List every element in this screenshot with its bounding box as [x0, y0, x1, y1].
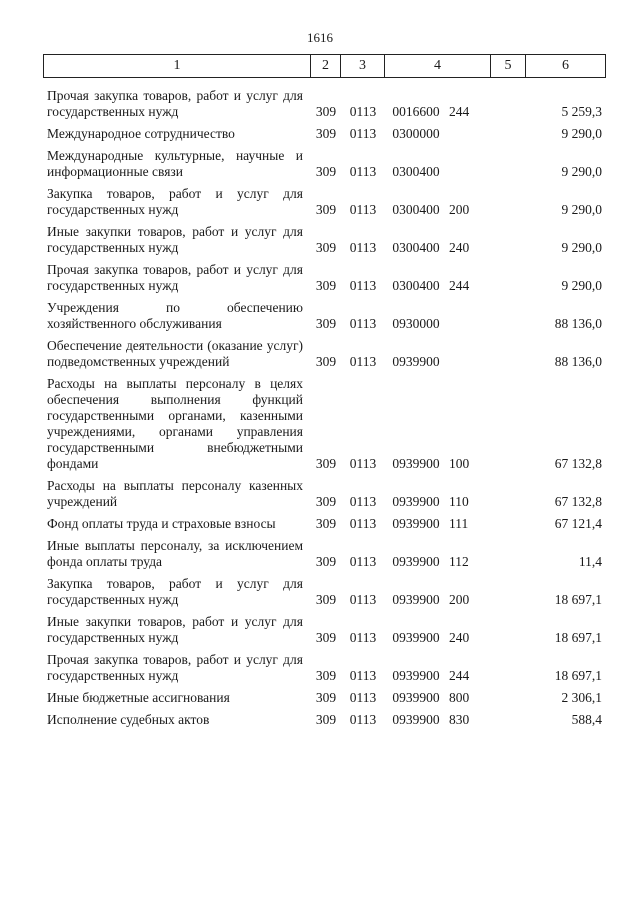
row-section-code: 0113 [349, 494, 377, 509]
row-ministry-code: 309 [315, 316, 337, 331]
row-section-code: 0113 [349, 278, 377, 293]
row-target-article: 0939900 [392, 592, 440, 607]
row-section-code: 0113 [349, 690, 377, 705]
table-row [47, 148, 602, 180]
row-expense-type: 830 [449, 712, 470, 727]
row-target-article: 0939900 [392, 456, 440, 471]
row-target-article: 0939900 [392, 516, 440, 531]
row-expense-type: 200 [449, 592, 470, 607]
header-col-4: 4 [384, 55, 490, 77]
row-expense-type: 110 [449, 494, 469, 509]
table-row [47, 300, 602, 332]
row-amount: 9 290,0 [561, 202, 602, 217]
row-section-code: 0113 [349, 712, 377, 727]
table-row [47, 576, 602, 608]
row-section-code: 0113 [349, 354, 377, 369]
table-row [47, 262, 602, 294]
row-amount: 2 306,1 [561, 690, 602, 705]
table-row [47, 614, 602, 646]
row-target-article: 0300400 [392, 202, 440, 217]
row-target-article: 0300400 [392, 164, 440, 179]
row-target-article: 0939900 [392, 494, 440, 509]
row-description: Иные закупки товаров, работ и услуг для государственных нужд [47, 614, 303, 645]
row-ministry-code: 309 [315, 690, 337, 705]
row-description: Учреждения по обеспечению хозяйственного обслуживания [47, 300, 303, 331]
row-target-article: 0939900 [392, 690, 440, 705]
row-ministry-code: 309 [315, 202, 337, 217]
table-row [47, 88, 602, 120]
header-col-3: 3 [340, 55, 384, 77]
row-ministry-code: 309 [315, 668, 337, 683]
row-amount: 9 290,0 [561, 240, 602, 255]
row-amount: 67 132,8 [554, 494, 602, 509]
row-description: Исполнение судебных актов [47, 712, 210, 727]
row-section-code: 0113 [349, 516, 377, 531]
row-amount: 67 121,4 [554, 516, 602, 531]
row-expense-type: 100 [449, 456, 470, 471]
row-section-code: 0113 [349, 630, 377, 645]
row-target-article: 0939900 [392, 354, 440, 369]
row-description: Фонд оплаты труда и страховые взносы [47, 516, 276, 531]
row-target-article: 0300400 [392, 240, 440, 255]
row-amount: 9 290,0 [561, 278, 602, 293]
row-section-code: 0113 [349, 202, 377, 217]
table-row [47, 478, 602, 510]
row-section-code: 0113 [349, 668, 377, 683]
row-description: Иные выплаты персоналу, за исключением фонда оплаты труда [47, 538, 303, 569]
row-expense-type: 244 [449, 278, 470, 293]
row-amount: 18 697,1 [554, 592, 602, 607]
budget-table-body [47, 88, 602, 734]
row-description: Прочая закупка товаров, работ и услуг для государственных нужд [47, 652, 303, 683]
row-ministry-code: 309 [315, 240, 337, 255]
table-row [47, 338, 602, 370]
row-section-code: 0113 [349, 456, 377, 471]
row-description: Обеспечение деятельности (оказание услуг) подведомственных учреждений [47, 338, 303, 369]
row-expense-type: 240 [449, 240, 470, 255]
row-expense-type: 111 [449, 516, 469, 531]
table-row [47, 690, 602, 706]
header-col-1: 1 [173, 58, 181, 73]
row-ministry-code: 309 [315, 630, 337, 645]
row-target-article: 0939900 [392, 712, 440, 727]
row-target-article: 0300400 [392, 278, 440, 293]
row-target-article: 0930000 [392, 316, 440, 331]
row-section-code: 0113 [349, 316, 377, 331]
row-amount: 88 136,0 [554, 316, 602, 331]
row-ministry-code: 309 [315, 126, 337, 141]
row-ministry-code: 309 [315, 278, 337, 293]
row-ministry-code: 309 [315, 516, 337, 531]
row-expense-type: 800 [449, 690, 470, 705]
row-description: Расходы на выплаты персоналу казенных учреждений [47, 478, 303, 509]
row-ministry-code: 309 [315, 712, 337, 727]
row-target-article: 0016600 [392, 104, 440, 119]
row-target-article: 0939900 [392, 630, 440, 645]
header-col-2: 2 [310, 55, 340, 77]
row-section-code: 0113 [349, 164, 377, 179]
table-header [43, 54, 606, 78]
row-amount: 67 132,8 [554, 456, 602, 471]
row-amount: 18 697,1 [554, 668, 602, 683]
row-description: Закупка товаров, работ и услуг для государственных нужд [47, 576, 303, 607]
page-number: 1616 [307, 30, 333, 45]
row-ministry-code: 309 [315, 554, 337, 569]
row-ministry-code: 309 [315, 104, 337, 119]
row-description: Международные культурные, научные и информационные связи [47, 148, 303, 179]
row-description: Международное сотрудничество [47, 126, 235, 141]
header-col-6: 6 [525, 55, 605, 77]
row-section-code: 0113 [349, 554, 377, 569]
row-amount: 88 136,0 [554, 354, 602, 369]
row-amount: 9 290,0 [561, 164, 602, 179]
row-amount: 588,4 [571, 712, 602, 727]
table-row [47, 516, 602, 532]
row-description: Закупка товаров, работ и услуг для государственных нужд [47, 186, 303, 217]
row-expense-type: 200 [449, 202, 470, 217]
row-expense-type: 244 [449, 104, 470, 119]
row-description: Прочая закупка товаров, работ и услуг для государственных нужд [47, 88, 303, 119]
table-row [47, 652, 602, 684]
row-description: Прочая закупка товаров, работ и услуг для государственных нужд [47, 262, 303, 293]
row-section-code: 0113 [349, 126, 377, 141]
row-expense-type: 244 [449, 668, 470, 683]
table-row [47, 126, 602, 142]
row-amount: 9 290,0 [561, 126, 602, 141]
row-ministry-code: 309 [315, 164, 337, 179]
table-row [47, 224, 602, 256]
table-row [47, 186, 602, 218]
header-col-5: 5 [490, 55, 525, 77]
row-ministry-code: 309 [315, 494, 337, 509]
row-target-article: 0300000 [392, 126, 440, 141]
row-section-code: 0113 [349, 592, 377, 607]
row-section-code: 0113 [349, 104, 377, 119]
row-description: Иные закупки товаров, работ и услуг для государственных нужд [47, 224, 303, 255]
row-amount: 18 697,1 [554, 630, 602, 645]
table-row [47, 376, 602, 472]
row-expense-type: 112 [449, 554, 469, 569]
row-ministry-code: 309 [315, 354, 337, 369]
row-description: Иные бюджетные ассигнования [47, 690, 230, 705]
row-ministry-code: 309 [315, 592, 337, 607]
row-target-article: 0939900 [392, 554, 440, 569]
row-ministry-code: 309 [315, 456, 337, 471]
row-section-code: 0113 [349, 240, 377, 255]
row-amount: 5 259,3 [561, 104, 602, 119]
row-description: Расходы на выплаты персоналу в целях обеспечения выполнения функций государственными органами, казенными учреждениями, органами управления государственными внебюджетными фондами [47, 376, 303, 471]
table-row [47, 712, 602, 728]
table-row [47, 538, 602, 570]
row-expense-type: 240 [449, 630, 470, 645]
row-target-article: 0939900 [392, 668, 440, 683]
row-amount: 11,4 [578, 554, 602, 569]
